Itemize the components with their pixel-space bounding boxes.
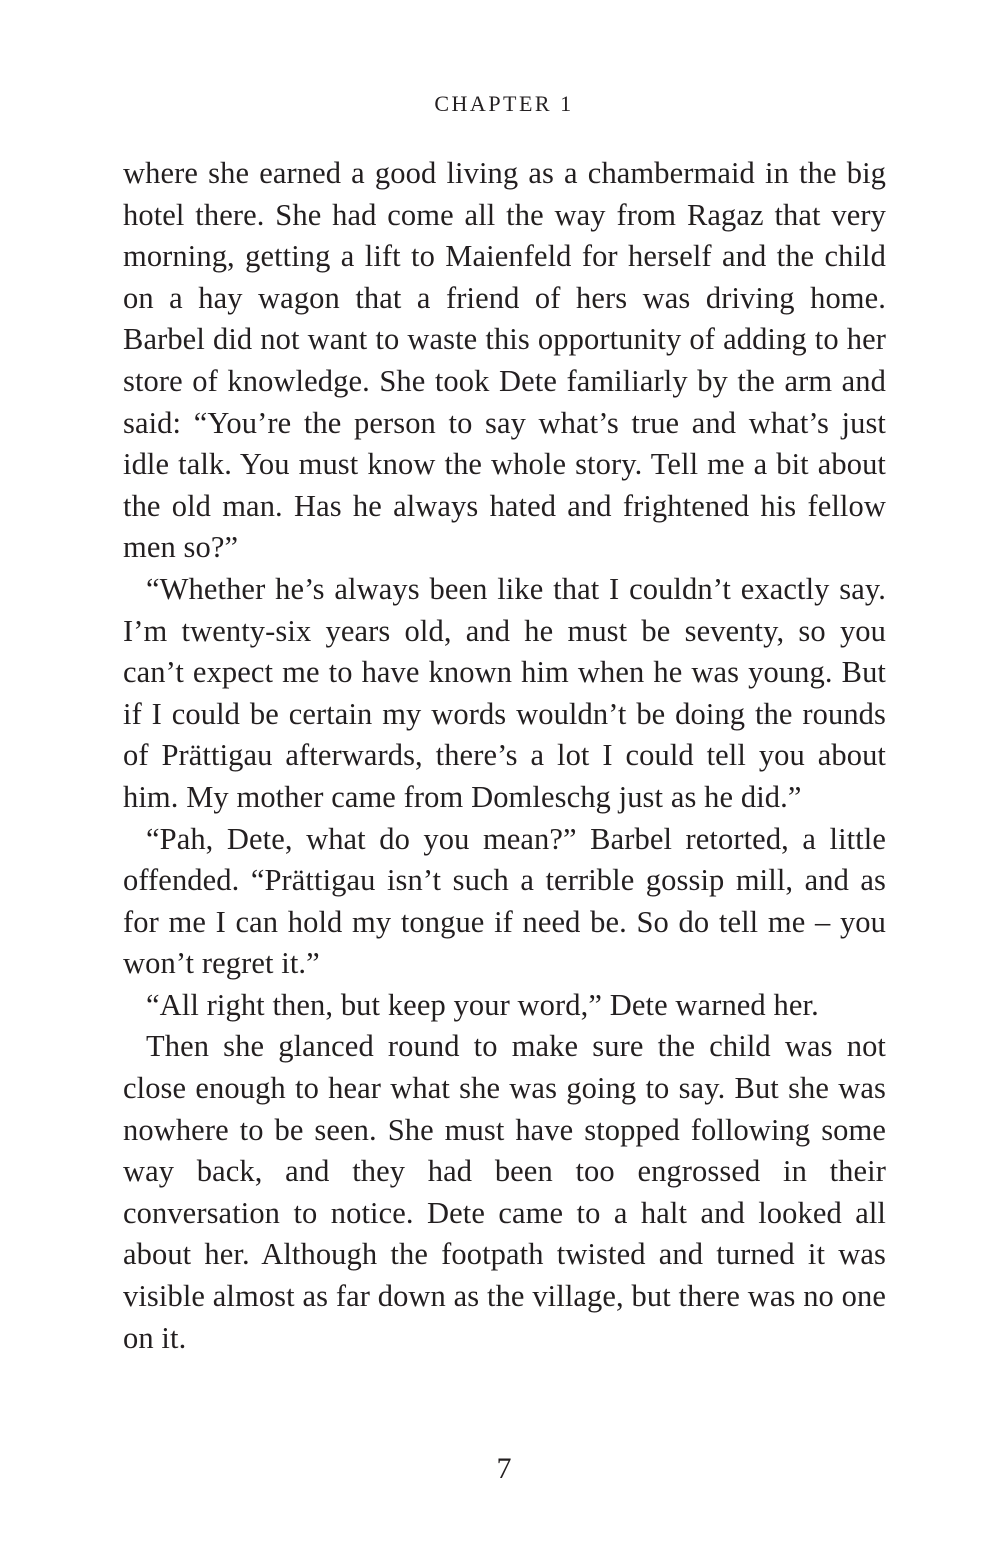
paragraph-continued: where she earned a good living as a chambermaid in the big hotel there. She had come all the way from Ragaz that very morning, getting a lift to Maienfeld for herself and the child on a hay wagon that a friend of hers was driving home. Barbel did not want to waste this opportunity of adding to her store of knowledge. She took Dete familiarly by the arm and said: “You’re the person to say what’s true and what’s just idle talk. You must know the whole story. Tell me a bit about the old man. Has he always hated and frightened his fellow men so?” — [123, 156, 886, 565]
paragraph: “Pah, Dete, what do you mean?” Barbel retorted, a little offended. “Prättigau isn’t such a terrible gossip mill, and as for me I can hold my tongue if need be. So do tell me – you won’t regret it.” — [123, 821, 886, 981]
paragraph: “All right then, but keep your word,” Dete warned her. — [146, 987, 819, 1022]
paragraph: “Whether he’s always been like that I couldn’t exactly say. I’m twenty-six years old, and he must be seventy, so you can’t expect me to have known him when he was young. But if I could be certain my words wouldn’t be doing the rounds of Prättigau afterwards, there’s a lot I could tell you about him. My mother came from Domleschg just as he did.” — [123, 571, 886, 814]
running-head: CHAPTER 1 — [434, 91, 574, 116]
paragraph: Then she glanced round to make sure the child was not close enough to hear what she was going to say. But she was nowhere to be seen. She must have stopped following some way back, and they had been too engrossed in their conversation to notice. Dete came to a halt and looked all about her. Although the footpath twisted and turned it was visible almost as far down as the village, but there was no one on it. — [123, 1029, 886, 1355]
page-number: 7 — [496, 1452, 512, 1485]
body-text — [123, 153, 886, 1359]
